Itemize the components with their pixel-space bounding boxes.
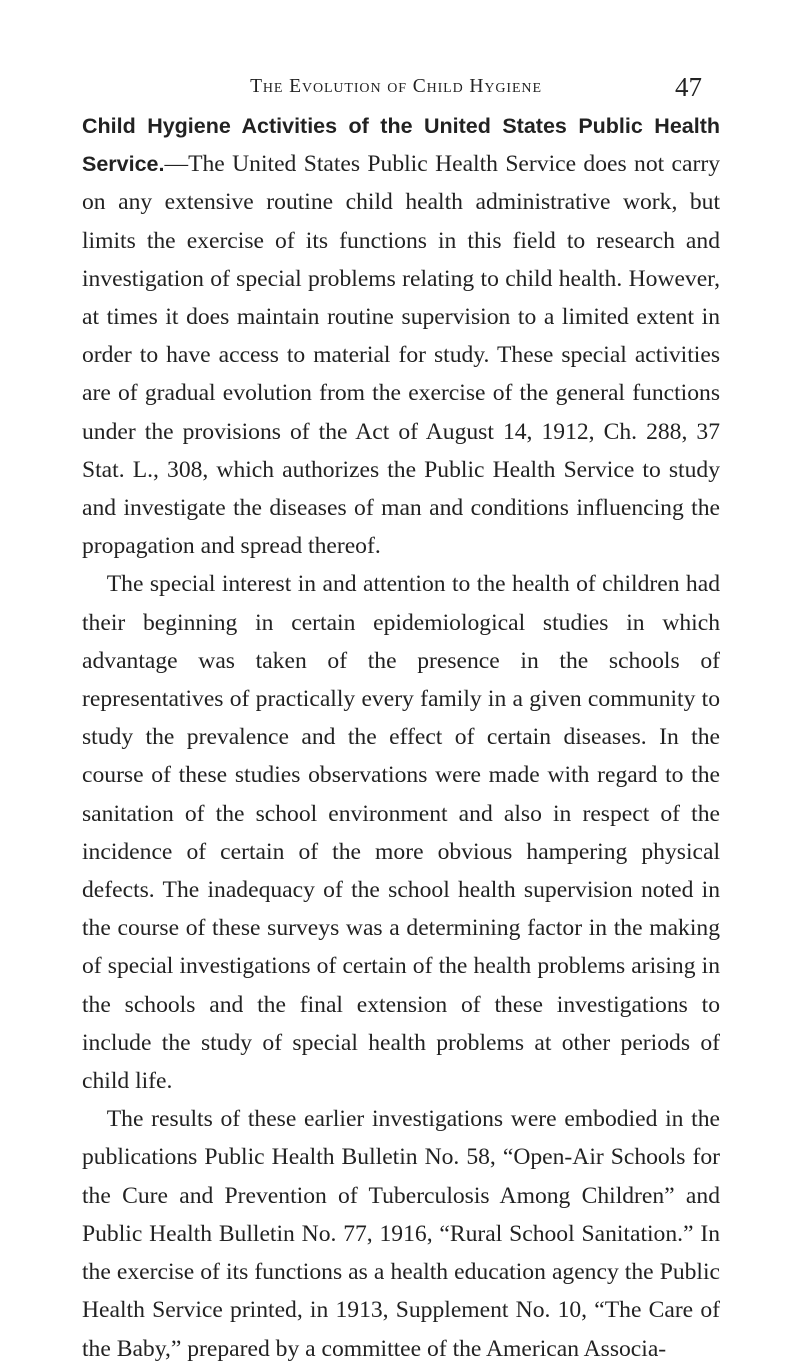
section-heading: Child Hygiene Activities of the United States Public Health Service. [82,114,720,177]
body-text [82,107,720,1368]
running-head [130,72,702,110]
running-title: The Evolution of Child Hygiene [250,76,542,97]
paragraph-2: The special interest in and attention to the health of children had their beginning in certain epidemiological studies in which advantage was taken of the presence in the schools of representatives of practically every family in a given community to study the prevalence and the effect of certain diseases. In the course of these studies observations were made with regard to the sanitation of the school environment and also in respect of the incidence of certain of the more obvious hampering physical defects. The inadequacy of the school health supervision noted in the course of these surveys was a determining factor in the making of special investigations of certain of the health problems arising in the schools and the final extension of these investigations to include the study of special health problems at other periods of child life. [82,571,720,1095]
paragraph-1 [82,107,720,565]
paragraph-3: The results of these earlier investigations were embodied in the publications Public Health Bulletin No. 58, “Open-Air Schools for the Cure and Prevention of Tuberculosis Among Children” and Public Health Bulletin No. 77, 1916, “Rural School Sanitation.” In the exercise of its functions as a health education agency the Public Health Service printed, in 1913, Supplement No. 10, “The Care of the Baby,” prepared by a committee of the American Associa- [82,1106,720,1362]
page-number: 47 [675,72,702,102]
paragraph-1-text: —The United States Public Health Service does not carry on any extensive routine child health administrative work, but limits the exercise of its functions in this field to research and investigation of special problems relating to child health. However, at times it does maintain routine supervision to a limited extent in order to have access to material for study. These special activities are of gradual evolution from the exercise of the general functions under the provisions of the Act of August 14, 1912, Ch. 288, 37 Stat. L., 308, which authorizes the Public Health Service to study and investigate the diseases of man and conditions influencing the propagation and spread thereof. [82,151,720,560]
